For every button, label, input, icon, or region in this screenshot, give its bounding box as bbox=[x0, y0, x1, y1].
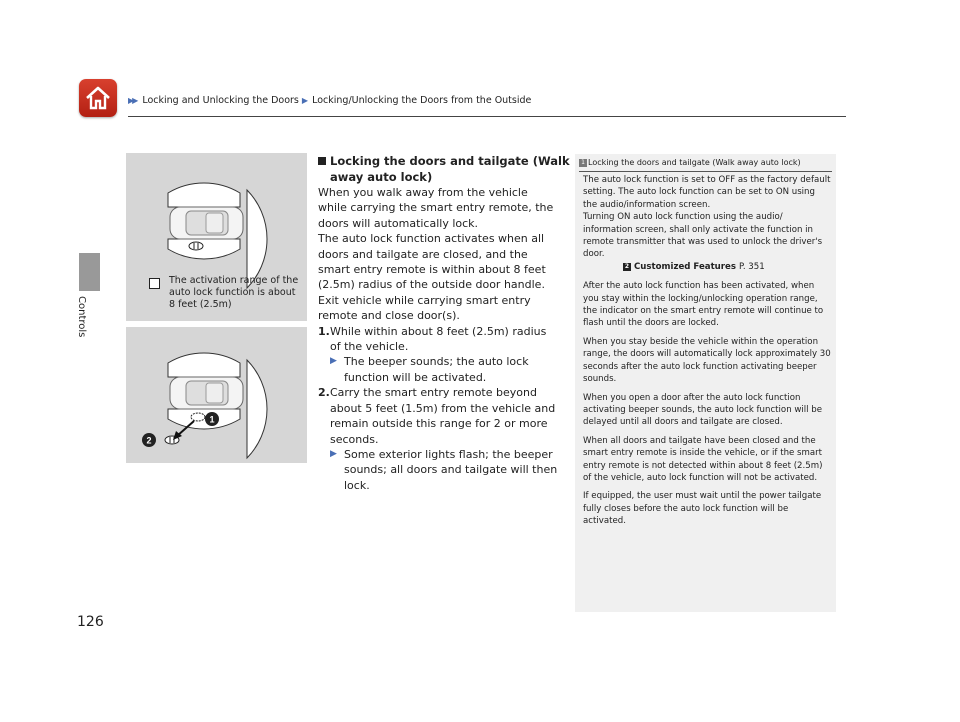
paragraph: When you walk away from the vehicle while carrying the smart entry remote, the doors will automatically lock. bbox=[318, 186, 554, 230]
svg-text:2: 2 bbox=[146, 435, 152, 446]
main-body bbox=[318, 185, 560, 493]
section-label: Controls bbox=[76, 296, 87, 338]
arrow-icon: ▶ bbox=[330, 448, 337, 459]
arrow-icon: ▶▶ bbox=[128, 96, 137, 105]
paragraph: The auto lock function activates when all doors and tailgate are closed, and the smart entry remote is within about 8 feet (2.5m) radius of the outside door handle. bbox=[318, 232, 546, 292]
reference-icon: 2 bbox=[624, 262, 630, 270]
callout-2 bbox=[142, 433, 156, 447]
breadcrumb bbox=[128, 95, 531, 106]
note-body: The auto lock function is set to OFF as the factory default setting. The auto lock function can be set to ON using the audio/information screen. Turning ON auto lock function using the audio/ information screen, shall only activate the function in remote transmitter that was used to unlock the driver's door. 2 Customized Features P. 351 After the auto lock function has been activated, when you stay within the locking/unlocking operation range, the indicator on the smart entry remote will continue to flash until the doors are locked. When you stay beside the vehicle within the operation range, the doors will automatically lock approximately 30 seconds after the auto lock function activating beeper sounds. When you open a door after the auto lock function activating beeper sounds, the auto lock function will be delayed until all doors and tailgate are closed. When all doors and tailgate have been closed and the smart entry remote is inside the vehicle, or if the smart entry remote is not detected within about 8 feet (2.5m) of the vehicle, auto lock function will not be activated. If equipped, the user must wait until the power tailgate fully closes before the auto lock function will be activated. bbox=[583, 175, 831, 527]
walk-away-figure bbox=[126, 327, 307, 463]
home-button[interactable] bbox=[79, 79, 117, 117]
car-icon bbox=[170, 207, 243, 239]
arrow-icon: ▶ bbox=[301, 96, 307, 105]
callout-1 bbox=[205, 412, 219, 426]
step-2: 2. Carry the smart entry remote beyond about 5 feet (1.5m) from the vehicle and remain outside this range for 2 or more seconds. bbox=[318, 386, 556, 446]
section-tab bbox=[79, 253, 100, 291]
note-title: 1 Locking the doors and tailgate (Walk away auto lock) bbox=[579, 158, 801, 167]
home-icon bbox=[83, 83, 113, 113]
svg-text:1: 1 bbox=[209, 414, 215, 425]
header-rule bbox=[128, 116, 846, 117]
figure-legend: The activation range of the auto lock function is about 8 feet (2.5m) bbox=[169, 275, 299, 310]
arrow-icon: ▶ bbox=[330, 356, 337, 367]
step-1: 1. While within about 8 feet (2.5m) radius of the vehicle. bbox=[318, 324, 547, 354]
smart-remote-icon bbox=[189, 242, 203, 250]
side-note bbox=[575, 154, 836, 612]
breadcrumb-item[interactable]: Locking/Unlocking the Doors from the Outside bbox=[312, 95, 532, 106]
customized-features-link[interactable]: 2 Customized Features P. 351 bbox=[624, 261, 765, 272]
activation-range-figure bbox=[126, 153, 307, 321]
note-rule bbox=[579, 171, 832, 172]
step-2-result: ▶ Some exterior lights flash; the beeper sounds; all doors and tailgate will then lock. bbox=[330, 447, 558, 492]
car-icon bbox=[170, 377, 243, 409]
paragraph: Exit vehicle while carrying smart entry remote and close door(s). bbox=[318, 293, 531, 323]
page-number: 126 bbox=[77, 614, 104, 630]
legend-swatch bbox=[149, 278, 160, 289]
section-heading: Locking the doors and tailgate (Walk away auto lock) bbox=[318, 153, 570, 185]
smart-remote-icon bbox=[191, 413, 205, 421]
step-1-result: ▶ The beeper sounds; the auto lock function will be activated. bbox=[330, 355, 529, 384]
note-icon: 1 bbox=[579, 159, 587, 167]
bullet-square-icon bbox=[318, 157, 326, 165]
breadcrumb-item[interactable]: Locking and Unlocking the Doors bbox=[142, 95, 299, 106]
walk-away-diagram bbox=[126, 327, 307, 463]
